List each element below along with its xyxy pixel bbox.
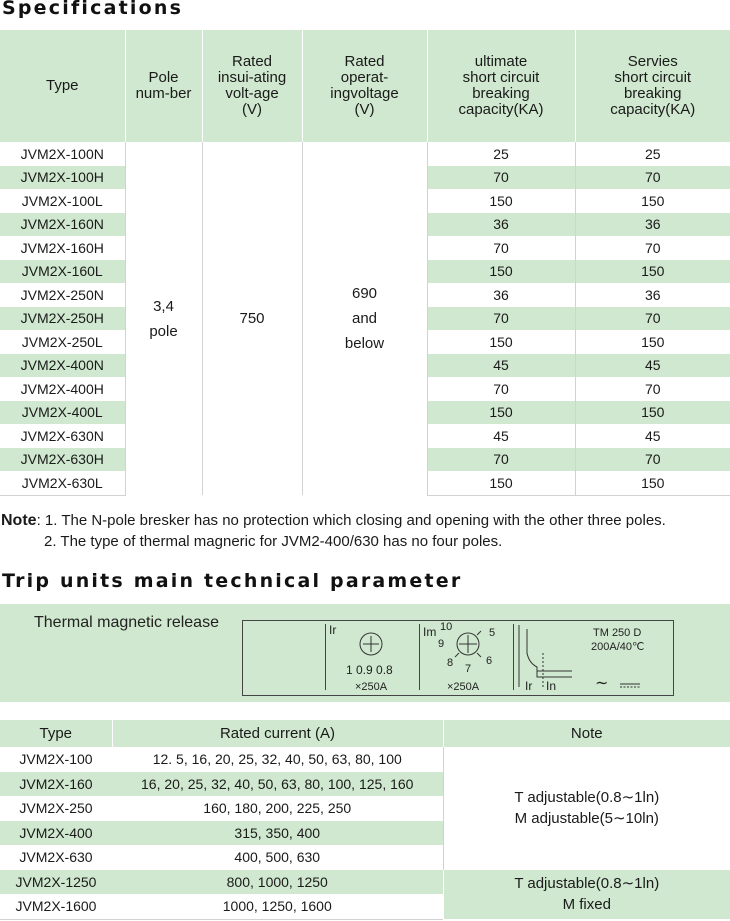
header-pole-number: Pole num-ber: [125, 30, 202, 142]
ultimate-cell: 36: [427, 283, 575, 307]
operating-voltage-cell: 690 and below: [302, 142, 427, 495]
type-cell: JVM2X-250: [19, 800, 93, 817]
im-tick-9: 9: [438, 638, 445, 650]
service-cell: 70: [575, 166, 730, 190]
pole-number-cell: 3,4 pole: [125, 142, 202, 495]
model-label: TM 250 D: [593, 627, 642, 639]
trip-units-table: [0, 720, 730, 920]
type-cell: JVM2X-1600: [0, 894, 112, 919]
note-label: Note: [1, 512, 37, 529]
curve-ir-label: Ir: [525, 679, 533, 693]
trip-header-row: [0, 720, 730, 747]
header-ultimate-capacity: ultimate short circuit breaking capacity(KA): [427, 30, 575, 142]
header-rated-operating-voltage: Rated operat- ingvoltage (V): [302, 30, 427, 142]
rating-label: 200A/40℃: [591, 641, 645, 653]
type-cell: JVM2X-400N: [0, 354, 125, 378]
ultimate-cell: 150: [427, 330, 575, 354]
ir-dial-icon: [358, 631, 384, 657]
header-service-capacity: Servies short circuit breaking capacity(KA): [575, 30, 730, 142]
specifications-title: Specifications: [2, 0, 184, 19]
im-tick-5: 5: [489, 627, 496, 639]
ultimate-cell: 70: [427, 377, 575, 401]
note-line-1: 1. The N-pole bresker has no protection which closing and opening with the other three poles.: [44, 512, 666, 529]
service-cell: 70: [575, 377, 730, 401]
curve-in-label: In: [546, 679, 557, 693]
release-dial-diagram: [242, 620, 674, 696]
im-dial-icon: [453, 629, 483, 659]
im-tick-7: 7: [465, 663, 472, 675]
ir-scale: 1 0.9 0.8: [346, 663, 393, 677]
im-tick-10: 10: [440, 621, 453, 633]
release-label: Thermal magnetic release: [34, 614, 219, 631]
service-cell: 70: [575, 307, 730, 331]
service-cell: 36: [575, 213, 730, 237]
service-cell: 150: [575, 471, 730, 495]
ultimate-cell: 70: [427, 166, 575, 190]
divider: [513, 624, 514, 690]
ultimate-cell: 36: [427, 213, 575, 237]
type-cell: JVM2X-400L: [0, 401, 125, 425]
spec-header-row: [0, 30, 730, 142]
type-cell: JVM2X-160L: [0, 260, 125, 284]
service-cell: 45: [575, 424, 730, 448]
header-rated-current: Rated current (A): [112, 720, 443, 747]
type-cell: JVM2X-160: [0, 772, 112, 797]
type-cell: JVM2X-160H: [20, 239, 104, 256]
specifications-table: [0, 30, 730, 496]
type-cell: JVM2X-1250: [0, 870, 112, 895]
type-cell: JVM2X-100L: [21, 192, 103, 209]
im-label: Im: [423, 625, 437, 639]
ultimate-cell: 70: [427, 236, 575, 260]
service-cell: 150: [575, 401, 730, 425]
note-block: Note: 1. The N-pole bresker has no protection which closing and opening with the other three poles. 2. The type of thermal magneric for JVM2-400/630 has no four poles.: [1, 512, 666, 550]
thermal-magnetic-release-panel: [0, 604, 730, 702]
divider: [419, 624, 420, 690]
ultimate-cell: 70: [427, 307, 575, 331]
service-cell: 36: [575, 283, 730, 307]
type-cell: JVM2X-250L: [21, 333, 103, 350]
header-type: Type: [0, 720, 112, 747]
ultimate-cell: 25: [427, 142, 575, 166]
header-note: Note: [443, 720, 730, 747]
dc-symbol-icon: [620, 683, 642, 689]
table-row: [0, 747, 730, 772]
service-cell: 150: [575, 260, 730, 284]
service-cell: 70: [575, 236, 730, 260]
note-cell-fixed: T adjustable(0.8∼1ln) M fixed: [443, 870, 730, 920]
ir-label: Ir: [329, 623, 337, 637]
rated-current-cell: 160, 180, 200, 225, 250: [203, 800, 352, 817]
rated-current-cell: 315, 350, 400: [112, 821, 443, 846]
ultimate-cell: 45: [427, 424, 575, 448]
type-cell: JVM2X-100N: [20, 145, 104, 162]
divider: [325, 624, 326, 690]
rated-current-cell: 12. 5, 16, 20, 25, 32, 40, 50, 63, 80, 100: [152, 751, 402, 768]
service-cell: 70: [575, 448, 730, 472]
type-cell: JVM2X-250H: [0, 307, 125, 331]
ultimate-cell: 45: [427, 354, 575, 378]
ultimate-cell: 150: [427, 260, 575, 284]
service-cell: 45: [575, 354, 730, 378]
type-cell: JVM2X-400H: [20, 380, 104, 397]
service-cell: 150: [575, 330, 730, 354]
trip-curve-icon: [517, 625, 577, 687]
im-tick-6: 6: [486, 655, 493, 667]
rated-current-cell: 1000, 1250, 1600: [112, 894, 443, 919]
type-cell: JVM2X-630H: [0, 448, 125, 472]
table-row: [0, 142, 730, 166]
type-cell: JVM2X-630L: [0, 471, 125, 495]
ultimate-cell: 150: [427, 471, 575, 495]
table-row: [0, 870, 730, 895]
type-cell: JVM2X-100H: [0, 166, 125, 190]
note-line-2: 2. The type of thermal magneric for JVM2-400/630 has no four poles.: [44, 533, 503, 550]
service-cell: 25: [575, 142, 730, 166]
type-cell: JVM2X-630N: [20, 427, 104, 444]
type-cell: JVM2X-630: [19, 849, 93, 866]
ac-symbol-icon: ∼: [595, 675, 609, 692]
header-rated-insulating-voltage: Rated insui-ating volt-age (V): [202, 30, 302, 142]
note-cell-adjustable: T adjustable(0.8∼1ln) M adjustable(5∼10ln): [443, 747, 730, 870]
type-cell: JVM2X-160N: [0, 213, 125, 237]
type-cell: JVM2X-100: [19, 751, 93, 768]
ir-multiplier: ×250A: [355, 681, 388, 693]
rated-current-cell: 400, 500, 630: [234, 849, 321, 866]
insulating-voltage-cell: 750: [202, 142, 302, 495]
type-cell: JVM2X-250N: [20, 286, 104, 303]
header-type: Type: [0, 30, 125, 142]
im-tick-8: 8: [447, 657, 454, 669]
ultimate-cell: 70: [427, 448, 575, 472]
im-multiplier: ×250A: [447, 681, 480, 693]
trip-units-title: Trip units main technical parameter: [2, 570, 463, 592]
ultimate-cell: 150: [427, 401, 575, 425]
ultimate-cell: 150: [427, 189, 575, 213]
rated-current-cell: 16, 20, 25, 32, 40, 50, 63, 80, 100, 125, 160: [112, 772, 443, 797]
rated-current-cell: 800, 1000, 1250: [112, 870, 443, 895]
service-cell: 150: [575, 189, 730, 213]
type-cell: JVM2X-400: [0, 821, 112, 846]
